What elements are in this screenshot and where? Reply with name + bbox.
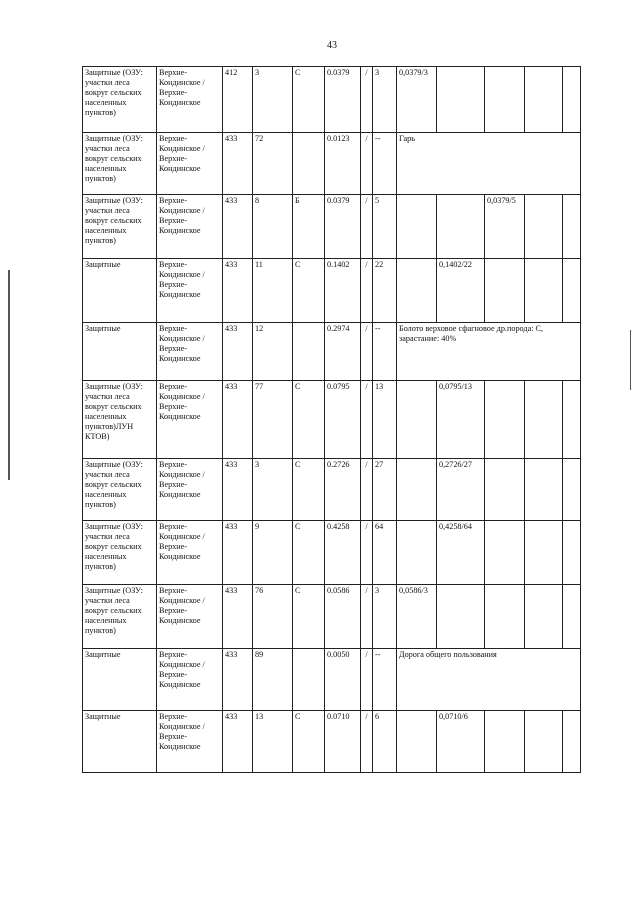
- quarter-cell: 433: [223, 133, 253, 195]
- category-cell: Защитные: [83, 259, 157, 323]
- plot-cell: 9: [253, 521, 293, 585]
- count-cell: 5: [373, 195, 397, 259]
- age-class-cell: [397, 459, 437, 521]
- slash-cell: /: [361, 133, 373, 195]
- quarter-cell: 433: [223, 259, 253, 323]
- age-class-cell: [525, 67, 563, 133]
- table-row: [83, 649, 581, 711]
- forestry-cell: Верхне-Кондинское / Верхне-Кондинское: [157, 259, 223, 323]
- plot-cell: 13: [253, 711, 293, 773]
- note-cell: Дорога общего пользования: [397, 649, 581, 711]
- forestry-cell: Верхне-Кондинское / Верхне-Кондинское: [157, 521, 223, 585]
- category-cell: Защитные: [83, 649, 157, 711]
- scan-artifact-left: [8, 270, 10, 480]
- species-cell: [293, 323, 325, 381]
- age-class-cell: [485, 67, 525, 133]
- age-class-cell: [563, 259, 581, 323]
- age-class-cell: [525, 459, 563, 521]
- count-cell: --: [373, 133, 397, 195]
- quarter-cell: 433: [223, 521, 253, 585]
- plot-cell: 12: [253, 323, 293, 381]
- age-class-cell: [525, 381, 563, 459]
- area-cell: 0.0050: [325, 649, 361, 711]
- age-class-cell: 0,0379/5: [485, 195, 525, 259]
- forest-plots-table: [82, 66, 581, 773]
- species-cell: С: [293, 585, 325, 649]
- slash-cell: /: [361, 521, 373, 585]
- age-class-cell: [525, 711, 563, 773]
- forestry-cell: Верхне-Кондинское / Верхне-Кондинское: [157, 381, 223, 459]
- plot-cell: 76: [253, 585, 293, 649]
- species-cell: Б: [293, 195, 325, 259]
- count-cell: --: [373, 323, 397, 381]
- age-class-cell: [485, 711, 525, 773]
- note-cell: Гарь: [397, 133, 581, 195]
- category-cell: Защитные (ОЗУ: участки леса вокруг сельских населенных пунктов): [83, 67, 157, 133]
- forestry-cell: Верхне-Кондинское / Верхне-Кондинское: [157, 649, 223, 711]
- area-cell: 0.0795: [325, 381, 361, 459]
- species-cell: [293, 133, 325, 195]
- quarter-cell: 412: [223, 67, 253, 133]
- age-class-cell: [485, 585, 525, 649]
- forestry-cell: Верхне-Кондинское / Верхне-Кондинское: [157, 459, 223, 521]
- category-cell: Защитные: [83, 323, 157, 381]
- plot-cell: 77: [253, 381, 293, 459]
- count-cell: 27: [373, 459, 397, 521]
- age-class-cell: [485, 521, 525, 585]
- count-cell: 3: [373, 585, 397, 649]
- area-cell: 0.1402: [325, 259, 361, 323]
- plot-cell: 8: [253, 195, 293, 259]
- age-class-cell: [563, 195, 581, 259]
- slash-cell: /: [361, 259, 373, 323]
- category-cell: Защитные (ОЗУ: участки леса вокруг сельских населенных пунктов): [83, 521, 157, 585]
- table-row: [83, 259, 581, 323]
- area-cell: 0.2726: [325, 459, 361, 521]
- forestry-cell: Верхне-Кондинское / Верхне-Кондинское: [157, 323, 223, 381]
- plot-cell: 3: [253, 459, 293, 521]
- quarter-cell: 433: [223, 459, 253, 521]
- page-number: 43: [327, 40, 337, 51]
- age-class-cell: [563, 459, 581, 521]
- quarter-cell: 433: [223, 711, 253, 773]
- count-cell: 6: [373, 711, 397, 773]
- category-cell: Защитные (ОЗУ: участки леса вокруг сельских населенных пунктов)ЛУН КТОВ): [83, 381, 157, 459]
- scan-artifact-right: [630, 330, 631, 390]
- age-class-cell: [485, 459, 525, 521]
- table-row: [83, 459, 581, 521]
- forestry-cell: Верхне-Кондинское / Верхне-Кондинское: [157, 133, 223, 195]
- table-row: [83, 133, 581, 195]
- age-class-cell: [397, 381, 437, 459]
- category-cell: Защитные (ОЗУ: участки леса вокруг сельских населенных пунктов): [83, 585, 157, 649]
- quarter-cell: 433: [223, 195, 253, 259]
- age-class-cell: 0,0795/13: [437, 381, 485, 459]
- area-cell: 0.4258: [325, 521, 361, 585]
- area-cell: 0.0379: [325, 195, 361, 259]
- count-cell: 3: [373, 67, 397, 133]
- age-class-cell: [563, 585, 581, 649]
- table-row: [83, 585, 581, 649]
- quarter-cell: 433: [223, 381, 253, 459]
- age-class-cell: [525, 585, 563, 649]
- category-cell: Защитные (ОЗУ: участки леса вокруг сельских населенных пунктов): [83, 459, 157, 521]
- count-cell: --: [373, 649, 397, 711]
- age-class-cell: 0,1402/22: [437, 259, 485, 323]
- age-class-cell: [563, 381, 581, 459]
- table-row: [83, 67, 581, 133]
- age-class-cell: 0,4258/64: [437, 521, 485, 585]
- area-cell: 0.0710: [325, 711, 361, 773]
- age-class-cell: [563, 711, 581, 773]
- forestry-cell: Верхне-Кондинское / Верхне-Кондинское: [157, 67, 223, 133]
- slash-cell: /: [361, 585, 373, 649]
- plot-cell: 11: [253, 259, 293, 323]
- plot-cell: 89: [253, 649, 293, 711]
- age-class-cell: [525, 521, 563, 585]
- age-class-cell: [563, 521, 581, 585]
- age-class-cell: 0,0710/6: [437, 711, 485, 773]
- age-class-cell: [485, 259, 525, 323]
- category-cell: Защитные (ОЗУ: участки леса вокруг сельских населенных пунктов): [83, 133, 157, 195]
- table-row: [83, 195, 581, 259]
- category-cell: Защитные: [83, 711, 157, 773]
- area-cell: 0.2974: [325, 323, 361, 381]
- species-cell: С: [293, 259, 325, 323]
- count-cell: 22: [373, 259, 397, 323]
- area-cell: 0.0379: [325, 67, 361, 133]
- age-class-cell: [397, 521, 437, 585]
- table-row: [83, 521, 581, 585]
- plot-cell: 3: [253, 67, 293, 133]
- table-row: [83, 323, 581, 381]
- age-class-cell: [397, 259, 437, 323]
- table-row: [83, 711, 581, 773]
- age-class-cell: [485, 381, 525, 459]
- count-cell: 64: [373, 521, 397, 585]
- age-class-cell: [525, 259, 563, 323]
- age-class-cell: [563, 67, 581, 133]
- quarter-cell: 433: [223, 649, 253, 711]
- age-class-cell: 0,0586/3: [397, 585, 437, 649]
- slash-cell: /: [361, 711, 373, 773]
- area-cell: 0.0586: [325, 585, 361, 649]
- forestry-cell: Верхне-Кондинское / Верхне-Кондинское: [157, 585, 223, 649]
- slash-cell: /: [361, 381, 373, 459]
- count-cell: 13: [373, 381, 397, 459]
- age-class-cell: [397, 195, 437, 259]
- age-class-cell: [437, 67, 485, 133]
- species-cell: [293, 649, 325, 711]
- slash-cell: /: [361, 323, 373, 381]
- age-class-cell: 0,0379/3: [397, 67, 437, 133]
- age-class-cell: [525, 195, 563, 259]
- slash-cell: /: [361, 459, 373, 521]
- table-body: [83, 67, 581, 773]
- forestry-cell: Верхне-Кондинское / Верхне-Кондинское: [157, 195, 223, 259]
- table-row: [83, 381, 581, 459]
- species-cell: С: [293, 459, 325, 521]
- area-cell: 0.0123: [325, 133, 361, 195]
- species-cell: С: [293, 711, 325, 773]
- plot-cell: 72: [253, 133, 293, 195]
- slash-cell: /: [361, 67, 373, 133]
- slash-cell: /: [361, 649, 373, 711]
- age-class-cell: 0,2726/27: [437, 459, 485, 521]
- slash-cell: /: [361, 195, 373, 259]
- quarter-cell: 433: [223, 323, 253, 381]
- category-cell: Защитные (ОЗУ: участки леса вокруг сельских населенных пунктов): [83, 195, 157, 259]
- age-class-cell: [437, 585, 485, 649]
- species-cell: С: [293, 67, 325, 133]
- species-cell: С: [293, 521, 325, 585]
- age-class-cell: [397, 711, 437, 773]
- note-cell: Болото верховое сфагновое др.порода: С, зарастание: 40%: [397, 323, 581, 381]
- forestry-cell: Верхне-Кондинское / Верхне-Кондинское: [157, 711, 223, 773]
- species-cell: С: [293, 381, 325, 459]
- quarter-cell: 433: [223, 585, 253, 649]
- age-class-cell: [437, 195, 485, 259]
